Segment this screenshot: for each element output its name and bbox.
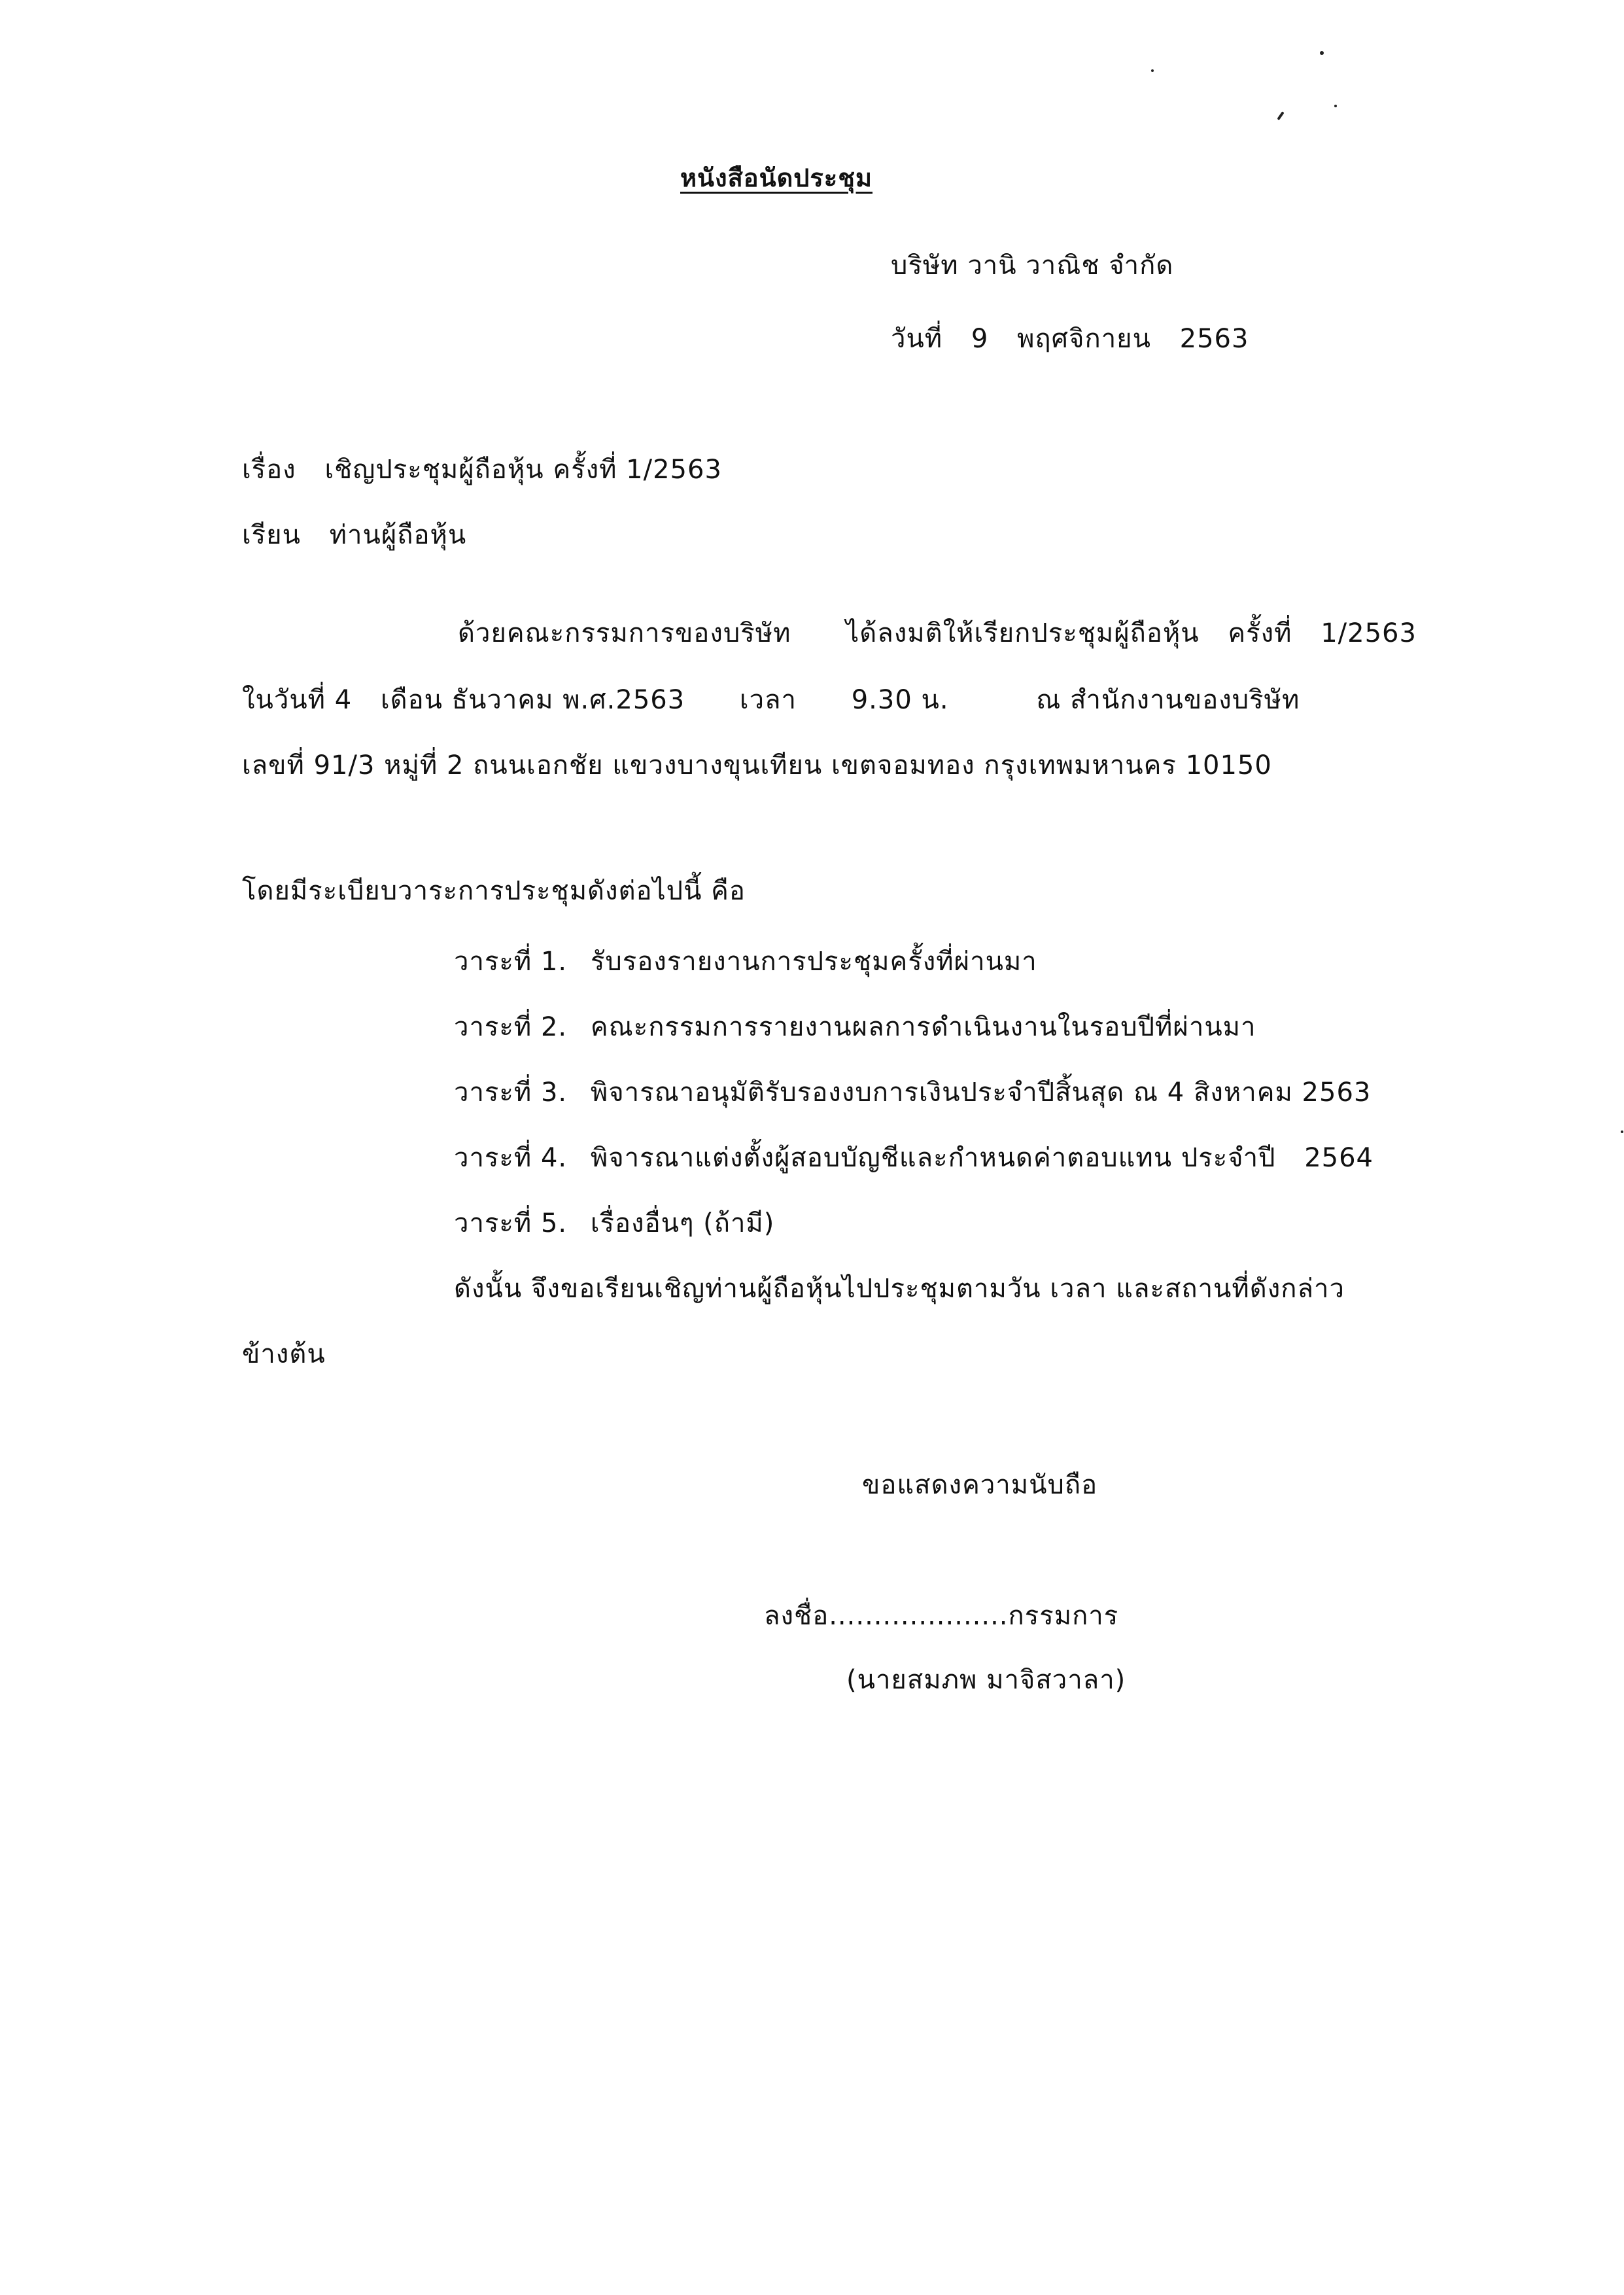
agenda-text: รับรองรายงานการประชุมครั้งที่ผ่านมา <box>590 947 1037 977</box>
scan-speck <box>1277 111 1284 120</box>
agenda-item-1 <box>454 943 1037 980</box>
agenda-item-3 <box>454 1074 1371 1111</box>
agenda-label: วาระที่ 4. <box>454 1143 568 1173</box>
closing-line-2: ข้างต้น <box>242 1339 326 1369</box>
body-text: ในวันที่ 4 <box>242 685 353 715</box>
agenda-item-2 <box>454 1009 1256 1045</box>
closing-line-1: ดังนั้น จึงขอเรียนเชิญท่านผู้ถือหุ้นไปประชุมตามวัน เวลา และสถานที่ดังกล่าว <box>454 1274 1345 1304</box>
date-day: 9 <box>971 324 989 354</box>
recipient-label: เรียน <box>242 520 301 550</box>
body-text: ครั้งที่ <box>1228 618 1292 648</box>
agenda-item-5 <box>454 1205 774 1242</box>
body-text: 9.30 น. <box>851 685 949 715</box>
agenda-text: พิจารณาอนุมัติรับรองงบการเงินประจำปีสิ้นสุด ณ 4 สิงหาคม 2563 <box>590 1077 1372 1108</box>
subject-line <box>242 451 722 488</box>
agenda-label: วาระที่ 3. <box>454 1077 568 1108</box>
agenda-year: 2564 <box>1304 1143 1373 1173</box>
regards-text: ขอแสดงความนับถือ <box>862 1470 1098 1500</box>
subject-label: เรื่อง <box>242 455 296 485</box>
body-text: ได้ลงมติให้เรียกประชุมผู้ถือหุ้น <box>846 618 1200 648</box>
signature-line: ลงชื่อ....................กรรมการ <box>764 1601 1119 1631</box>
date-month: พฤศจิกายน <box>1017 324 1151 354</box>
document-title: หนังสือนัดประชุม <box>680 164 873 192</box>
recipient-line <box>242 517 466 553</box>
body-line-3: เลขที่ 91/3 หมู่ที่ 2 ถนนเอกชัย แขวงบางขุนเทียน เขตจอมทอง กรุงเทพมหานคร 10150 <box>242 750 1272 780</box>
subject-text: เชิญประชุมผู้ถือหุ้น ครั้งที่ 1/2563 <box>324 455 722 485</box>
recipient-text: ท่านผู้ถือหุ้น <box>329 520 467 550</box>
agenda-intro: โดยมีระเบียบวาระการประชุมดังต่อไปนี้ คือ <box>242 876 746 906</box>
agenda-label: วาระที่ 2. <box>454 1012 568 1042</box>
agenda-text: พิจารณาแต่งตั้งผู้สอบบัญชีและกำหนดค่าตอบแทน ประจำปี <box>590 1143 1276 1173</box>
agenda-label: วาระที่ 1. <box>454 947 568 977</box>
document-date <box>891 321 1249 357</box>
body-text: ณ สำนักงานของบริษัท <box>1036 685 1300 715</box>
agenda-label: วาระที่ 5. <box>454 1208 568 1238</box>
agenda-item-4 <box>454 1140 1373 1176</box>
scan-speck <box>1621 1130 1623 1133</box>
date-year: 2563 <box>1179 324 1249 354</box>
signer-name: (นายสมภพ มาจิสวาลา) <box>846 1665 1126 1695</box>
body-text: เดือน ธันวาคม พ.ศ.2563 <box>380 685 685 715</box>
body-line-1 <box>458 615 1417 652</box>
scan-speck <box>1151 69 1154 72</box>
agenda-text: คณะกรรมการรายงานผลการดำเนินงานในรอบปีที่ผ่านมา <box>590 1012 1256 1042</box>
body-text: ด้วยคณะกรรมการของบริษัท <box>458 618 791 648</box>
body-text: เวลา <box>739 685 797 715</box>
company-name: บริษัท วานิ วาณิช จำกัด <box>891 251 1174 281</box>
date-prefix: วันที่ <box>891 324 943 354</box>
body-line-2 <box>242 682 1300 718</box>
scan-speck <box>1320 51 1324 55</box>
scan-speck <box>1334 105 1337 107</box>
agenda-text: เรื่องอื่นๆ (ถ้ามี) <box>590 1208 775 1238</box>
body-text: 1/2563 <box>1321 618 1417 648</box>
